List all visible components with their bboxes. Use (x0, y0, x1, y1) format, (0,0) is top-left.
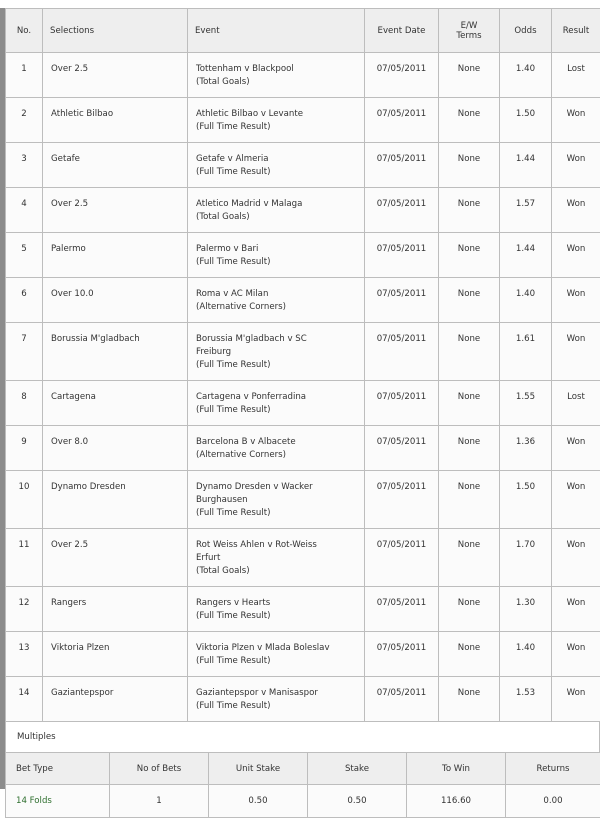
table-row (6, 188, 600, 233)
event-name (188, 188, 365, 233)
event-line: Rot Weiss Ahlen v Rot-Weiss (196, 539, 360, 552)
event-line: (Full Time Result) (196, 121, 360, 134)
selections-table (5, 8, 600, 722)
row-number: 1 (6, 53, 43, 98)
selection-name: Dynamo Dresden (43, 471, 188, 529)
event-line: (Total Goals) (196, 565, 360, 578)
selection-name: Rangers (43, 587, 188, 632)
bet-receipt (5, 8, 600, 818)
odds-value: 1.30 (500, 587, 552, 632)
selections-body (6, 53, 600, 722)
odds-value: 1.40 (500, 53, 552, 98)
event-date: 07/05/2011 (365, 98, 439, 143)
event-line: Atletico Madrid v Malaga (196, 198, 360, 211)
ew-terms: None (439, 381, 500, 426)
event-date: 07/05/2011 (365, 53, 439, 98)
ew-terms: None (439, 278, 500, 323)
row-number: 8 (6, 381, 43, 426)
event-line: (Full Time Result) (196, 655, 360, 668)
row-number: 6 (6, 278, 43, 323)
selection-name: Borussia M'gladbach (43, 323, 188, 381)
event-line: Burghausen (196, 494, 360, 507)
table-row (6, 632, 600, 677)
selection-name: Over 10.0 (43, 278, 188, 323)
ew-terms: None (439, 323, 500, 381)
col-no-of-bets: No of Bets (110, 753, 209, 785)
unit-stake-cell: 0.50 (209, 785, 308, 818)
event-line: (Full Time Result) (196, 404, 360, 417)
event-name (188, 471, 365, 529)
event-date: 07/05/2011 (365, 587, 439, 632)
row-number: 7 (6, 323, 43, 381)
result-value: Won (552, 529, 600, 587)
ew-terms: None (439, 98, 500, 143)
event-line: (Full Time Result) (196, 700, 360, 713)
event-date: 07/05/2011 (365, 426, 439, 471)
result-value: Won (552, 632, 600, 677)
row-number: 4 (6, 188, 43, 233)
table-row (6, 426, 600, 471)
col-stake: Stake (308, 753, 407, 785)
event-name (188, 587, 365, 632)
odds-value: 1.40 (500, 632, 552, 677)
row-number: 13 (6, 632, 43, 677)
odds-value: 1.70 (500, 529, 552, 587)
col-ew-terms: E/W Terms (439, 9, 500, 53)
col-result: Result (552, 9, 600, 53)
table-row (6, 677, 600, 722)
event-name (188, 143, 365, 188)
event-name (188, 98, 365, 143)
selection-name: Gaziantepspor (43, 677, 188, 722)
event-line: Palermo v Bari (196, 243, 360, 256)
ew-terms: None (439, 143, 500, 188)
event-line: (Total Goals) (196, 211, 360, 224)
event-line: Freiburg (196, 346, 360, 359)
row-number: 9 (6, 426, 43, 471)
col-odds: Odds (500, 9, 552, 53)
event-line: Getafe v Almeria (196, 153, 360, 166)
result-value: Won (552, 471, 600, 529)
col-unit-stake: Unit Stake (209, 753, 308, 785)
selection-name: Over 2.5 (43, 188, 188, 233)
odds-value: 1.36 (500, 426, 552, 471)
row-number: 14 (6, 677, 43, 722)
event-name (188, 323, 365, 381)
event-line: (Total Goals) (196, 76, 360, 89)
event-date: 07/05/2011 (365, 381, 439, 426)
table-row (6, 98, 600, 143)
event-line: Dynamo Dresden v Wacker (196, 481, 360, 494)
table-row (6, 53, 600, 98)
selection-name: Cartagena (43, 381, 188, 426)
result-value: Won (552, 143, 600, 188)
table-row (6, 381, 600, 426)
odds-value: 1.40 (500, 278, 552, 323)
ew-terms: None (439, 233, 500, 278)
row-number: 11 (6, 529, 43, 587)
selection-name: Palermo (43, 233, 188, 278)
row-number: 2 (6, 98, 43, 143)
event-line: (Alternative Corners) (196, 301, 360, 314)
col-selections: Selections (43, 9, 188, 53)
event-name (188, 677, 365, 722)
result-value: Won (552, 233, 600, 278)
selection-name: Athletic Bilbao (43, 98, 188, 143)
event-name (188, 529, 365, 587)
table-row (6, 471, 600, 529)
event-name (188, 632, 365, 677)
selections-header-row (6, 9, 600, 53)
odds-value: 1.53 (500, 677, 552, 722)
table-row (6, 529, 600, 587)
table-row (6, 323, 600, 381)
event-name (188, 426, 365, 471)
event-line: Rangers v Hearts (196, 597, 360, 610)
multiples-row (6, 785, 600, 818)
event-line: (Full Time Result) (196, 507, 360, 520)
multiples-header-row (6, 753, 600, 785)
selection-name: Getafe (43, 143, 188, 188)
multiples-heading: Multiples (5, 722, 600, 752)
top-faded-strip (0, 0, 600, 8)
col-returns: Returns (506, 753, 600, 785)
event-date: 07/05/2011 (365, 143, 439, 188)
no-of-bets-cell: 1 (110, 785, 209, 818)
event-line: (Alternative Corners) (196, 449, 360, 462)
result-value: Won (552, 587, 600, 632)
ew-terms: None (439, 677, 500, 722)
event-line: Borussia M'gladbach v SC (196, 333, 360, 346)
event-date: 07/05/2011 (365, 529, 439, 587)
event-line: (Full Time Result) (196, 166, 360, 179)
ew-terms: None (439, 426, 500, 471)
table-row (6, 143, 600, 188)
row-number: 10 (6, 471, 43, 529)
event-line: (Full Time Result) (196, 256, 360, 269)
odds-value: 1.55 (500, 381, 552, 426)
ew-terms: None (439, 53, 500, 98)
event-line: Cartagena v Ponferradina (196, 391, 360, 404)
event-line: (Full Time Result) (196, 610, 360, 623)
event-line: Athletic Bilbao v Levante (196, 108, 360, 121)
odds-value: 1.44 (500, 143, 552, 188)
selection-name: Over 8.0 (43, 426, 188, 471)
event-name (188, 53, 365, 98)
multiples-table (5, 752, 600, 818)
col-event-date: Event Date (365, 9, 439, 53)
row-number: 12 (6, 587, 43, 632)
to-win-cell: 116.60 (407, 785, 506, 818)
table-row (6, 233, 600, 278)
ew-terms: None (439, 529, 500, 587)
col-no: No. (6, 9, 43, 53)
event-date: 07/05/2011 (365, 471, 439, 529)
odds-value: 1.50 (500, 98, 552, 143)
row-number: 3 (6, 143, 43, 188)
event-name (188, 381, 365, 426)
table-row (6, 587, 600, 632)
returns-cell: 0.00 (506, 785, 600, 818)
ew-terms: None (439, 632, 500, 677)
selection-name: Viktoria Plzen (43, 632, 188, 677)
event-date: 07/05/2011 (365, 188, 439, 233)
event-name (188, 233, 365, 278)
event-date: 07/05/2011 (365, 677, 439, 722)
result-value: Won (552, 188, 600, 233)
event-line: Tottenham v Blackpool (196, 63, 360, 76)
col-event: Event (188, 9, 365, 53)
ew-terms: None (439, 471, 500, 529)
odds-value: 1.57 (500, 188, 552, 233)
ew-terms: None (439, 587, 500, 632)
event-line: Roma v AC Milan (196, 288, 360, 301)
result-value: Won (552, 677, 600, 722)
event-date: 07/05/2011 (365, 323, 439, 381)
event-date: 07/05/2011 (365, 233, 439, 278)
odds-value: 1.44 (500, 233, 552, 278)
result-value: Lost (552, 381, 600, 426)
result-value: Lost (552, 53, 600, 98)
event-name (188, 278, 365, 323)
selection-name: Over 2.5 (43, 53, 188, 98)
event-line: (Full Time Result) (196, 359, 360, 372)
odds-value: 1.50 (500, 471, 552, 529)
event-date: 07/05/2011 (365, 278, 439, 323)
ew-terms: None (439, 188, 500, 233)
stake-cell: 0.50 (308, 785, 407, 818)
event-line: Gaziantepspor v Manisaspor (196, 687, 360, 700)
bet-type-cell: 14 Folds (6, 785, 110, 818)
result-value: Won (552, 426, 600, 471)
result-value: Won (552, 98, 600, 143)
odds-value: 1.61 (500, 323, 552, 381)
result-value: Won (552, 278, 600, 323)
col-to-win: To Win (407, 753, 506, 785)
result-value: Won (552, 323, 600, 381)
col-bet-type: Bet Type (6, 753, 110, 785)
row-number: 5 (6, 233, 43, 278)
table-row (6, 278, 600, 323)
event-line: Erfurt (196, 552, 360, 565)
event-date: 07/05/2011 (365, 632, 439, 677)
event-line: Viktoria Plzen v Mlada Boleslav (196, 642, 360, 655)
event-line: Barcelona B v Albacete (196, 436, 360, 449)
selection-name: Over 2.5 (43, 529, 188, 587)
